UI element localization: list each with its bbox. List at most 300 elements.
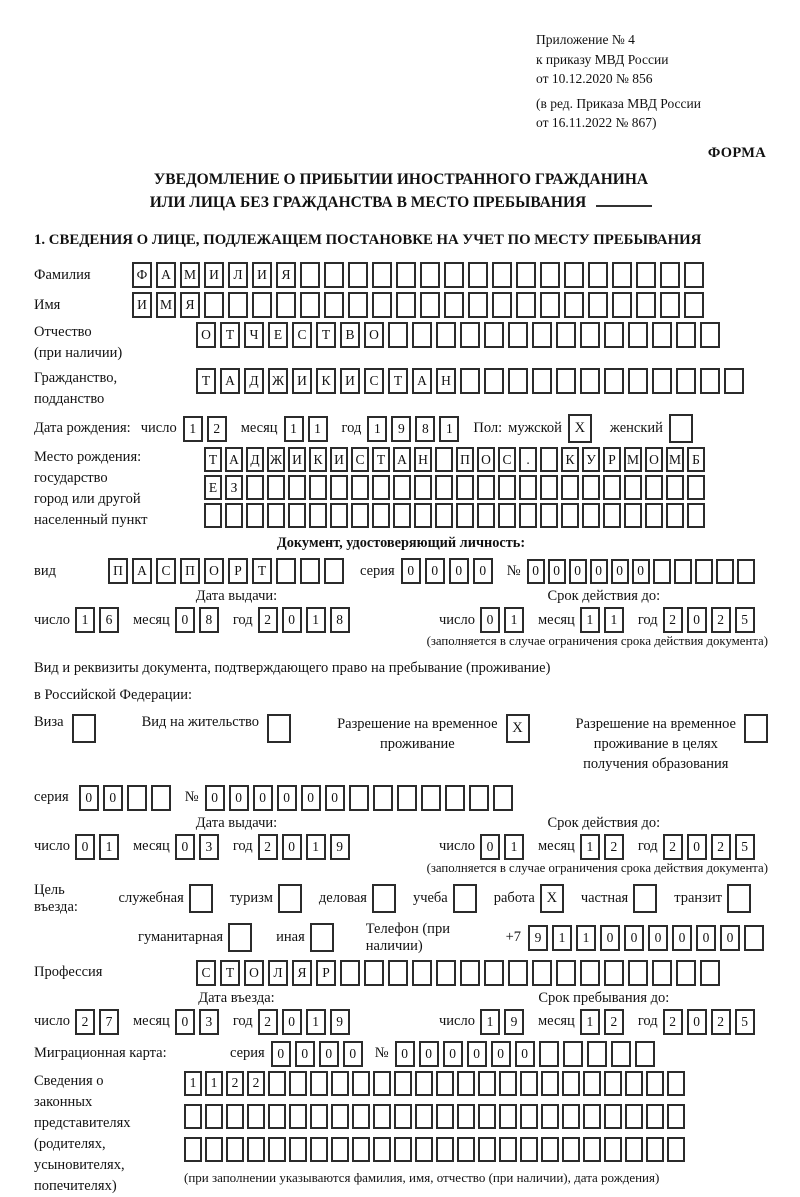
char-box[interactable]: К (316, 368, 336, 394)
char-box[interactable] (184, 1137, 202, 1162)
char-box[interactable] (349, 785, 369, 811)
char-box[interactable]: Л (268, 960, 288, 986)
char-box[interactable] (469, 785, 489, 811)
checkbox[interactable] (669, 414, 693, 443)
char-box[interactable]: Т (196, 368, 216, 394)
char-box[interactable] (604, 322, 624, 348)
char-box[interactable] (348, 292, 368, 318)
char-box[interactable] (460, 368, 480, 394)
char-box[interactable] (716, 559, 734, 584)
char-box[interactable]: 2 (258, 1009, 278, 1035)
char-box[interactable]: 1 (552, 925, 572, 951)
char-box[interactable]: 2 (711, 1009, 731, 1035)
char-box[interactable]: 0 (282, 1009, 302, 1035)
char-box[interactable] (667, 1137, 685, 1162)
char-box[interactable] (396, 262, 416, 288)
char-box[interactable]: 1 (504, 607, 524, 633)
char-box[interactable]: 0 (527, 559, 545, 584)
char-box[interactable]: 0 (425, 558, 445, 584)
char-box[interactable]: 9 (391, 416, 411, 442)
char-box[interactable]: 3 (199, 1009, 219, 1035)
char-box[interactable] (628, 322, 648, 348)
char-box[interactable] (252, 292, 272, 318)
char-box[interactable] (420, 262, 440, 288)
char-box[interactable]: 1 (439, 416, 459, 442)
char-box[interactable] (436, 1104, 454, 1129)
checkbox[interactable] (453, 884, 477, 913)
char-box[interactable] (288, 503, 306, 528)
char-box[interactable] (226, 1137, 244, 1162)
char-box[interactable] (436, 1071, 454, 1096)
char-box[interactable] (457, 1104, 475, 1129)
char-box[interactable] (444, 262, 464, 288)
char-box[interactable]: М (624, 447, 642, 472)
char-box[interactable] (652, 960, 672, 986)
char-box[interactable]: 1 (580, 834, 600, 860)
char-box[interactable] (532, 960, 552, 986)
char-box[interactable] (289, 1104, 307, 1129)
char-box[interactable] (667, 1104, 685, 1129)
char-box[interactable] (540, 503, 558, 528)
char-box[interactable]: С (351, 447, 369, 472)
char-box[interactable] (388, 322, 408, 348)
char-box[interactable]: С (292, 322, 312, 348)
char-box[interactable] (412, 322, 432, 348)
char-box[interactable] (456, 475, 474, 500)
char-box[interactable]: С (498, 447, 516, 472)
char-box[interactable] (373, 1137, 391, 1162)
char-box[interactable]: Ж (268, 368, 288, 394)
char-box[interactable]: У (582, 447, 600, 472)
char-box[interactable] (684, 292, 704, 318)
char-box[interactable] (628, 960, 648, 986)
char-box[interactable] (519, 503, 537, 528)
char-box[interactable]: 8 (415, 416, 435, 442)
char-box[interactable] (331, 1071, 349, 1096)
char-box[interactable]: 0 (175, 1009, 195, 1035)
checkbox[interactable]: X (540, 884, 564, 913)
char-box[interactable]: П (180, 558, 200, 584)
char-box[interactable]: 0 (648, 925, 668, 951)
char-box[interactable] (674, 559, 692, 584)
char-box[interactable]: 0 (253, 785, 273, 811)
char-box[interactable] (583, 1071, 601, 1096)
char-box[interactable]: 0 (205, 785, 225, 811)
char-box[interactable]: 0 (473, 558, 493, 584)
char-box[interactable] (127, 785, 147, 811)
char-box[interactable] (324, 292, 344, 318)
char-box[interactable]: 9 (330, 834, 350, 860)
char-box[interactable] (532, 322, 552, 348)
char-box[interactable] (562, 1137, 580, 1162)
char-box[interactable] (635, 1041, 655, 1067)
char-box[interactable] (676, 960, 696, 986)
char-box[interactable]: 1 (99, 834, 119, 860)
char-box[interactable]: 0 (175, 607, 195, 633)
char-box[interactable]: 0 (419, 1041, 439, 1067)
char-box[interactable]: О (244, 960, 264, 986)
char-box[interactable]: 1 (604, 607, 624, 633)
char-box[interactable] (330, 503, 348, 528)
char-box[interactable]: 2 (663, 1009, 683, 1035)
char-box[interactable] (468, 262, 488, 288)
checkbox[interactable] (189, 884, 213, 913)
char-box[interactable] (324, 558, 344, 584)
char-box[interactable] (541, 1104, 559, 1129)
char-box[interactable] (300, 262, 320, 288)
char-box[interactable]: Н (436, 368, 456, 394)
char-box[interactable]: 0 (301, 785, 321, 811)
char-box[interactable] (288, 475, 306, 500)
char-box[interactable]: М (666, 447, 684, 472)
char-box[interactable] (268, 1104, 286, 1129)
char-box[interactable]: Ф (132, 262, 152, 288)
char-box[interactable]: 0 (672, 925, 692, 951)
char-box[interactable] (492, 262, 512, 288)
char-box[interactable] (309, 503, 327, 528)
char-box[interactable] (460, 960, 480, 986)
char-box[interactable]: О (204, 558, 224, 584)
char-box[interactable]: Я (276, 262, 296, 288)
checkbox[interactable]: X (506, 714, 530, 743)
char-box[interactable]: Ч (244, 322, 264, 348)
char-box[interactable]: 0 (720, 925, 740, 951)
char-box[interactable] (310, 1137, 328, 1162)
char-box[interactable] (184, 1104, 202, 1129)
char-box[interactable] (508, 368, 528, 394)
char-box[interactable] (393, 503, 411, 528)
char-box[interactable]: 1 (205, 1071, 223, 1096)
char-box[interactable] (484, 322, 504, 348)
char-box[interactable] (612, 292, 632, 318)
char-box[interactable]: Т (388, 368, 408, 394)
char-box[interactable]: 8 (199, 607, 219, 633)
char-box[interactable] (484, 368, 504, 394)
checkbox[interactable] (727, 884, 751, 913)
char-box[interactable] (580, 368, 600, 394)
char-box[interactable]: 0 (282, 607, 302, 633)
char-box[interactable]: 0 (277, 785, 297, 811)
char-box[interactable] (583, 1137, 601, 1162)
char-box[interactable] (372, 475, 390, 500)
char-box[interactable]: С (364, 368, 384, 394)
char-box[interactable] (646, 1071, 664, 1096)
char-box[interactable] (540, 292, 560, 318)
char-box[interactable]: Н (414, 447, 432, 472)
char-box[interactable] (516, 262, 536, 288)
char-box[interactable] (582, 475, 600, 500)
char-box[interactable]: Я (292, 960, 312, 986)
char-box[interactable] (556, 368, 576, 394)
char-box[interactable]: 0 (515, 1041, 535, 1067)
char-box[interactable] (724, 368, 744, 394)
char-box[interactable] (267, 503, 285, 528)
char-box[interactable] (478, 1071, 496, 1096)
char-box[interactable] (604, 1137, 622, 1162)
char-box[interactable]: И (132, 292, 152, 318)
char-box[interactable] (652, 322, 672, 348)
char-box[interactable] (588, 292, 608, 318)
char-box[interactable]: 1 (504, 834, 524, 860)
char-box[interactable]: 0 (319, 1041, 339, 1067)
char-box[interactable] (300, 558, 320, 584)
char-box[interactable] (435, 503, 453, 528)
char-box[interactable]: О (645, 447, 663, 472)
char-box[interactable] (625, 1104, 643, 1129)
char-box[interactable] (508, 322, 528, 348)
char-box[interactable]: А (132, 558, 152, 584)
char-box[interactable]: 2 (711, 607, 731, 633)
char-box[interactable]: Т (372, 447, 390, 472)
char-box[interactable]: 0 (175, 834, 195, 860)
char-box[interactable]: О (364, 322, 384, 348)
char-box[interactable] (204, 292, 224, 318)
char-box[interactable]: 5 (735, 607, 755, 633)
char-box[interactable] (646, 1104, 664, 1129)
char-box[interactable] (478, 1104, 496, 1129)
char-box[interactable] (539, 1041, 559, 1067)
char-box[interactable] (492, 292, 512, 318)
char-box[interactable] (636, 262, 656, 288)
char-box[interactable] (348, 262, 368, 288)
char-box[interactable]: 9 (330, 1009, 350, 1035)
char-box[interactable]: Р (603, 447, 621, 472)
char-box[interactable] (499, 1071, 517, 1096)
char-box[interactable] (420, 292, 440, 318)
char-box[interactable]: 2 (258, 607, 278, 633)
char-box[interactable]: А (220, 368, 240, 394)
char-box[interactable]: 2 (258, 834, 278, 860)
char-box[interactable] (636, 292, 656, 318)
char-box[interactable]: С (156, 558, 176, 584)
char-box[interactable] (414, 475, 432, 500)
char-box[interactable] (397, 785, 417, 811)
checkbox[interactable]: X (568, 414, 592, 443)
char-box[interactable]: М (180, 262, 200, 288)
char-box[interactable] (460, 322, 480, 348)
char-box[interactable] (676, 322, 696, 348)
char-box[interactable] (583, 1104, 601, 1129)
char-box[interactable] (225, 503, 243, 528)
char-box[interactable] (205, 1137, 223, 1162)
char-box[interactable]: 1 (576, 925, 596, 951)
char-box[interactable] (436, 322, 456, 348)
char-box[interactable]: 0 (569, 559, 587, 584)
char-box[interactable]: 1 (184, 1071, 202, 1096)
char-box[interactable] (414, 503, 432, 528)
char-box[interactable] (625, 1137, 643, 1162)
char-box[interactable]: Е (268, 322, 288, 348)
char-box[interactable] (624, 475, 642, 500)
char-box[interactable] (444, 292, 464, 318)
char-box[interactable]: 3 (199, 834, 219, 860)
char-box[interactable] (421, 785, 441, 811)
char-box[interactable] (499, 1104, 517, 1129)
char-box[interactable] (498, 475, 516, 500)
char-box[interactable] (563, 1041, 583, 1067)
char-box[interactable] (330, 475, 348, 500)
char-box[interactable]: 0 (696, 925, 716, 951)
char-box[interactable] (388, 960, 408, 986)
char-box[interactable] (436, 1137, 454, 1162)
char-box[interactable]: Т (220, 322, 240, 348)
char-box[interactable] (477, 475, 495, 500)
char-box[interactable]: 0 (590, 559, 608, 584)
checkbox[interactable] (72, 714, 96, 743)
char-box[interactable]: Т (316, 322, 336, 348)
char-box[interactable] (351, 503, 369, 528)
char-box[interactable]: О (196, 322, 216, 348)
char-box[interactable]: А (225, 447, 243, 472)
char-box[interactable] (372, 262, 392, 288)
char-box[interactable] (393, 475, 411, 500)
checkbox[interactable] (372, 884, 396, 913)
char-box[interactable] (204, 503, 222, 528)
char-box[interactable]: 0 (295, 1041, 315, 1067)
char-box[interactable]: И (330, 447, 348, 472)
char-box[interactable] (700, 960, 720, 986)
char-box[interactable] (687, 475, 705, 500)
char-box[interactable]: П (108, 558, 128, 584)
char-box[interactable] (456, 503, 474, 528)
char-box[interactable] (611, 1041, 631, 1067)
char-box[interactable] (660, 292, 680, 318)
char-box[interactable]: 0 (632, 559, 650, 584)
char-box[interactable] (373, 1104, 391, 1129)
char-box[interactable] (532, 368, 552, 394)
char-box[interactable]: 0 (229, 785, 249, 811)
char-box[interactable]: И (340, 368, 360, 394)
char-box[interactable] (562, 1104, 580, 1129)
char-box[interactable]: 1 (580, 1009, 600, 1035)
char-box[interactable]: . (519, 447, 537, 472)
char-box[interactable]: Д (246, 447, 264, 472)
char-box[interactable]: 1 (284, 416, 304, 442)
char-box[interactable] (604, 960, 624, 986)
char-box[interactable] (309, 475, 327, 500)
char-box[interactable]: 0 (343, 1041, 363, 1067)
char-box[interactable]: З (225, 475, 243, 500)
char-box[interactable] (394, 1071, 412, 1096)
char-box[interactable] (604, 368, 624, 394)
char-box[interactable]: 2 (75, 1009, 95, 1035)
char-box[interactable] (695, 559, 713, 584)
char-box[interactable]: И (252, 262, 272, 288)
char-box[interactable] (394, 1137, 412, 1162)
char-box[interactable]: 2 (247, 1071, 265, 1096)
char-box[interactable] (498, 503, 516, 528)
char-box[interactable]: 2 (711, 834, 731, 860)
char-box[interactable] (247, 1137, 265, 1162)
char-box[interactable] (300, 292, 320, 318)
char-box[interactable]: 1 (306, 834, 326, 860)
char-box[interactable] (331, 1137, 349, 1162)
char-box[interactable]: Р (228, 558, 248, 584)
char-box[interactable] (412, 960, 432, 986)
char-box[interactable]: 8 (330, 607, 350, 633)
char-box[interactable] (700, 322, 720, 348)
checkbox[interactable] (633, 884, 657, 913)
char-box[interactable] (666, 475, 684, 500)
char-box[interactable]: 2 (663, 607, 683, 633)
char-box[interactable] (684, 262, 704, 288)
char-box[interactable] (564, 262, 584, 288)
char-box[interactable] (687, 503, 705, 528)
char-box[interactable] (604, 1071, 622, 1096)
char-box[interactable] (700, 368, 720, 394)
char-box[interactable]: Д (244, 368, 264, 394)
char-box[interactable] (373, 785, 393, 811)
char-box[interactable]: 5 (735, 834, 755, 860)
char-box[interactable]: Т (220, 960, 240, 986)
char-box[interactable]: 0 (600, 925, 620, 951)
char-box[interactable] (508, 960, 528, 986)
char-box[interactable] (267, 475, 285, 500)
char-box[interactable]: 0 (75, 834, 95, 860)
char-box[interactable] (364, 960, 384, 986)
char-box[interactable] (516, 292, 536, 318)
char-box[interactable] (351, 475, 369, 500)
char-box[interactable] (415, 1071, 433, 1096)
char-box[interactable] (373, 1071, 391, 1096)
char-box[interactable]: Р (316, 960, 336, 986)
char-box[interactable]: Е (204, 475, 222, 500)
char-box[interactable]: 0 (443, 1041, 463, 1067)
char-box[interactable]: 1 (580, 607, 600, 633)
char-box[interactable]: И (288, 447, 306, 472)
char-box[interactable] (289, 1071, 307, 1096)
char-box[interactable] (612, 262, 632, 288)
char-box[interactable] (435, 475, 453, 500)
char-box[interactable]: О (477, 447, 495, 472)
char-box[interactable]: 0 (103, 785, 123, 811)
char-box[interactable]: П (456, 447, 474, 472)
char-box[interactable]: 2 (663, 834, 683, 860)
char-box[interactable]: М (156, 292, 176, 318)
char-box[interactable]: 1 (183, 416, 203, 442)
char-box[interactable] (676, 368, 696, 394)
char-box[interactable] (540, 475, 558, 500)
char-box[interactable] (415, 1104, 433, 1129)
char-box[interactable]: 9 (504, 1009, 524, 1035)
char-box[interactable] (247, 1104, 265, 1129)
char-box[interactable] (628, 368, 648, 394)
char-box[interactable] (556, 322, 576, 348)
char-box[interactable] (660, 262, 680, 288)
char-box[interactable] (445, 785, 465, 811)
char-box[interactable]: 2 (226, 1071, 244, 1096)
char-box[interactable] (331, 1104, 349, 1129)
char-box[interactable] (625, 1071, 643, 1096)
char-box[interactable] (276, 292, 296, 318)
char-box[interactable] (499, 1137, 517, 1162)
char-box[interactable] (478, 1137, 496, 1162)
char-box[interactable] (352, 1104, 370, 1129)
char-box[interactable] (246, 475, 264, 500)
char-box[interactable] (580, 960, 600, 986)
char-box[interactable] (289, 1137, 307, 1162)
char-box[interactable] (520, 1137, 538, 1162)
char-box[interactable] (352, 1137, 370, 1162)
char-box[interactable]: 0 (480, 607, 500, 633)
char-box[interactable]: 6 (99, 607, 119, 633)
char-box[interactable] (457, 1137, 475, 1162)
char-box[interactable] (468, 292, 488, 318)
char-box[interactable] (562, 1071, 580, 1096)
char-box[interactable] (477, 503, 495, 528)
char-box[interactable]: 1 (75, 607, 95, 633)
char-box[interactable]: Б (687, 447, 705, 472)
